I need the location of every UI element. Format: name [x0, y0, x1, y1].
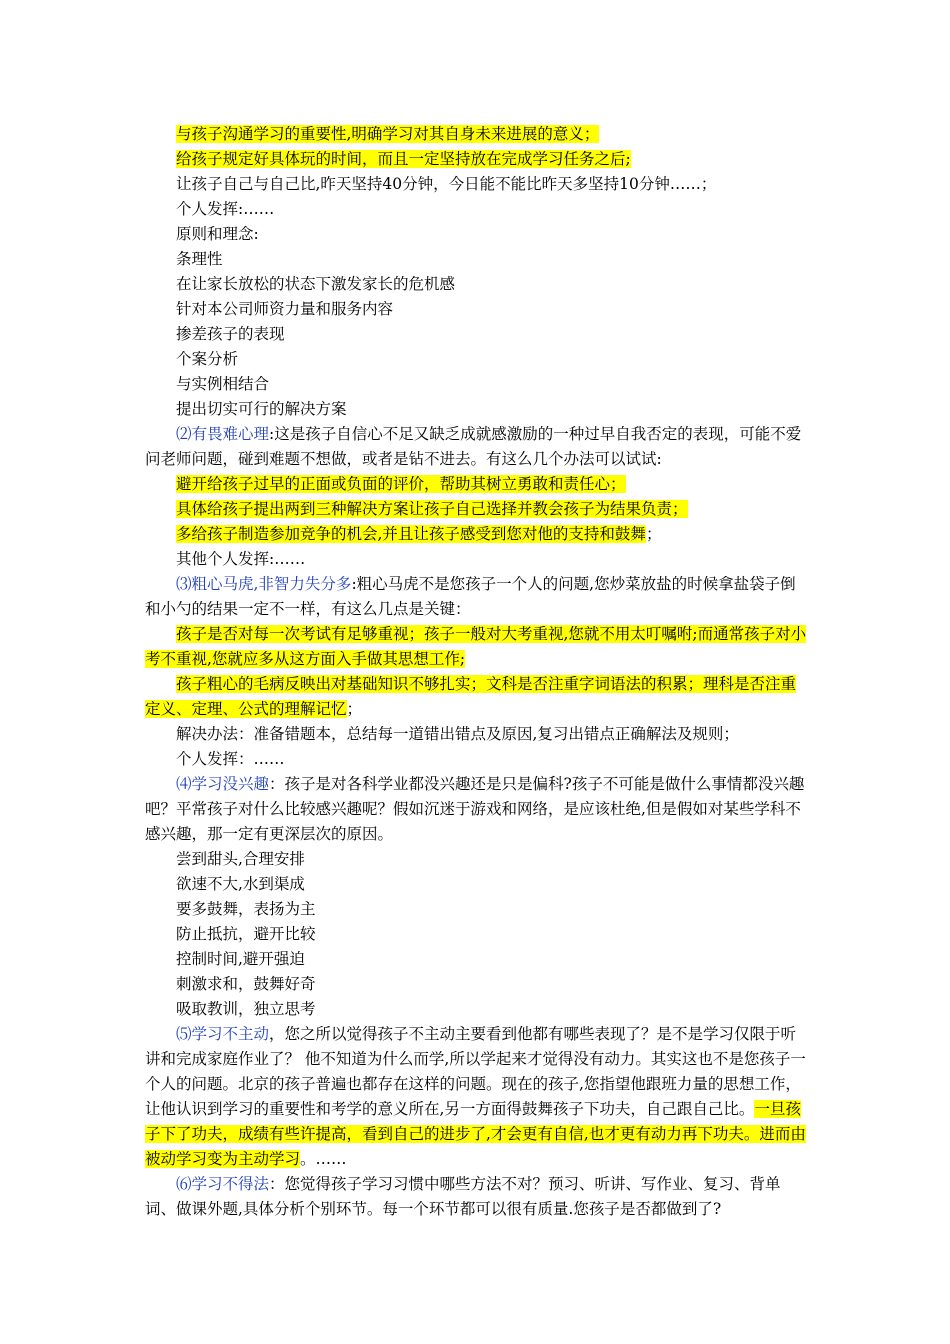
paragraph: [145, 147, 809, 172]
list-item: 条理性: [176, 250, 223, 268]
section-body: ，您之所以觉得孩子不主动主要看到他都有哪些表现了？是不是学习仅限于听讲和完成家庭作业了？ 他不知道为什么而学,所以学起来才觉得没有动力。其实这也不是您孩子一个人的问题。北京的孩子普遍也都存在这样的问题。现在的孩子,您指望他跟班力量的思想工作，让他认识到学习的重要性和考学的意义所在,另一方面得鼓舞孩子下功夫，自己跟自己比。: [145, 1025, 806, 1118]
list-item: 尝到甜头,合理安排: [176, 850, 305, 868]
paragraph: 解决办法：准备错题本，总结每一道错出错点及原因,复习出错点正确解法及规则；: [176, 725, 739, 743]
section-body: :粗心马虎不是您孩子一个人的问题,您炒菜放盐的时候拿盐袋子倒和小勺的结果一定不一样，有这么几点是关键：: [145, 575, 796, 618]
paragraph: [145, 622, 809, 672]
highlighted-text: 与孩子沟通学习的重要性,明确学习对其自身未来进展的意义；: [176, 125, 600, 143]
section-tail: 。……: [300, 1150, 347, 1168]
list-item: 个案分析: [176, 350, 239, 368]
list-item: 防止抵抗，避开比较: [176, 925, 316, 943]
list-item: 提出切实可行的解决方案: [176, 400, 347, 418]
paragraph: 个人发挥:……: [176, 200, 275, 218]
list-item: 刺激求和，鼓舞好奇: [176, 975, 316, 993]
section-heading: ⑹学习不得法: [176, 1175, 270, 1193]
document-page: [145, 122, 809, 1222]
paragraph: 原则和理念:: [176, 225, 259, 243]
paragraph: [145, 522, 809, 547]
list-item: 控制时间,避开强迫: [176, 950, 305, 968]
list-item: 与实例相结合: [176, 375, 270, 393]
list-item: 吸取教训，独立思考: [176, 1000, 316, 1018]
highlighted-text: 具体给孩子提出两到三种解决方案让孩子自己选择并教会孩子为结果负责；: [176, 500, 688, 518]
paragraph: 个人发挥：……: [176, 750, 285, 768]
paragraph: [145, 122, 809, 147]
highlighted-text: 多给孩子制造参加竞争的机会,并且让孩子感受到您对他的支持和鼓舞: [176, 525, 646, 543]
punctuation: ；: [346, 700, 363, 718]
highlighted-text: 孩子是否对每一次考试有足够重视；孩子一般对大考重视,您就不用太叮嘱咐;而通常孩子对小考不重视,您就应多从这方面入手做其思想工作;: [145, 625, 807, 668]
highlighted-text: 一旦孩子下了功夫，成绩有些许提高，看到自己的进步了,才会更有自信,也才更有动力再下功夫。进而由被动学习变为主动学习: [145, 1100, 806, 1168]
section-body: ：您觉得孩子学习习惯中哪些方法不对？预习、听讲、写作业、复习、背单词、做课外题,具体分析个别环节。每一个环节都可以很有质量.您孩子是否都做到了?: [145, 1175, 781, 1218]
highlighted-text: 避开给孩子过早的正面或负面的评价，帮助其树立勇敢和责任心；: [176, 475, 626, 493]
section-paragraph: [145, 422, 809, 472]
list-item: 欲速不大,水到渠成: [176, 875, 305, 893]
highlighted-text: 孩子粗心的毛病反映出对基础知识不够扎实；文科是否注重字词语法的积累；理科是否注重定义、定理、公式的理解记忆: [145, 675, 797, 718]
section-heading: ⑷学习没兴趣: [176, 775, 270, 793]
list-item: 在让家长放松的状态下激发家长的危机感: [176, 275, 456, 293]
list-item: 针对本公司师资力量和服务内容: [176, 300, 394, 318]
section-body: ：孩子是对各科学业都没兴趣还是只是偏科?孩子不可能是做什么事情都没兴趣吧？平常孩子对什么比较感兴趣呢？假如沉迷于游戏和网络，是应该杜绝,但是假如对某些学科不感兴趣，那一定有更深层次的原因。: [145, 775, 805, 843]
paragraph: [145, 472, 809, 497]
paragraph: 让孩子自己与自己比,昨天坚持40分钟，今日能不能比昨天多坚持10分钟……；: [176, 175, 717, 193]
section-paragraph: [145, 1172, 809, 1222]
section-heading: ⑵有畏难心理: [176, 425, 270, 443]
list-item: 要多鼓舞，表扬为主: [176, 900, 316, 918]
section-paragraph: [145, 572, 809, 622]
paragraph: [145, 672, 809, 722]
paragraph: 其他个人发挥:……: [176, 550, 306, 568]
punctuation: ；: [645, 525, 662, 543]
highlighted-text: 给孩子规定好具体玩的时间，而且一定坚持放在完成学习任务之后;: [176, 150, 631, 168]
section-paragraph: [145, 772, 809, 847]
section-heading: ⑶粗心马虎,非智力失分多: [176, 575, 352, 593]
section-body: :这是孩子自信心不足又缺乏成就感激励的一种过早自我否定的表现，可能不爱问老师问题，碰到难题不想做，或者是钻不进去。有这么几个办法可以试试:: [145, 425, 802, 468]
section-paragraph: [145, 1022, 809, 1172]
section-heading: ⑸学习不主动: [176, 1025, 270, 1043]
paragraph: [145, 497, 809, 522]
list-item: 掺差孩子的表现: [176, 325, 285, 343]
